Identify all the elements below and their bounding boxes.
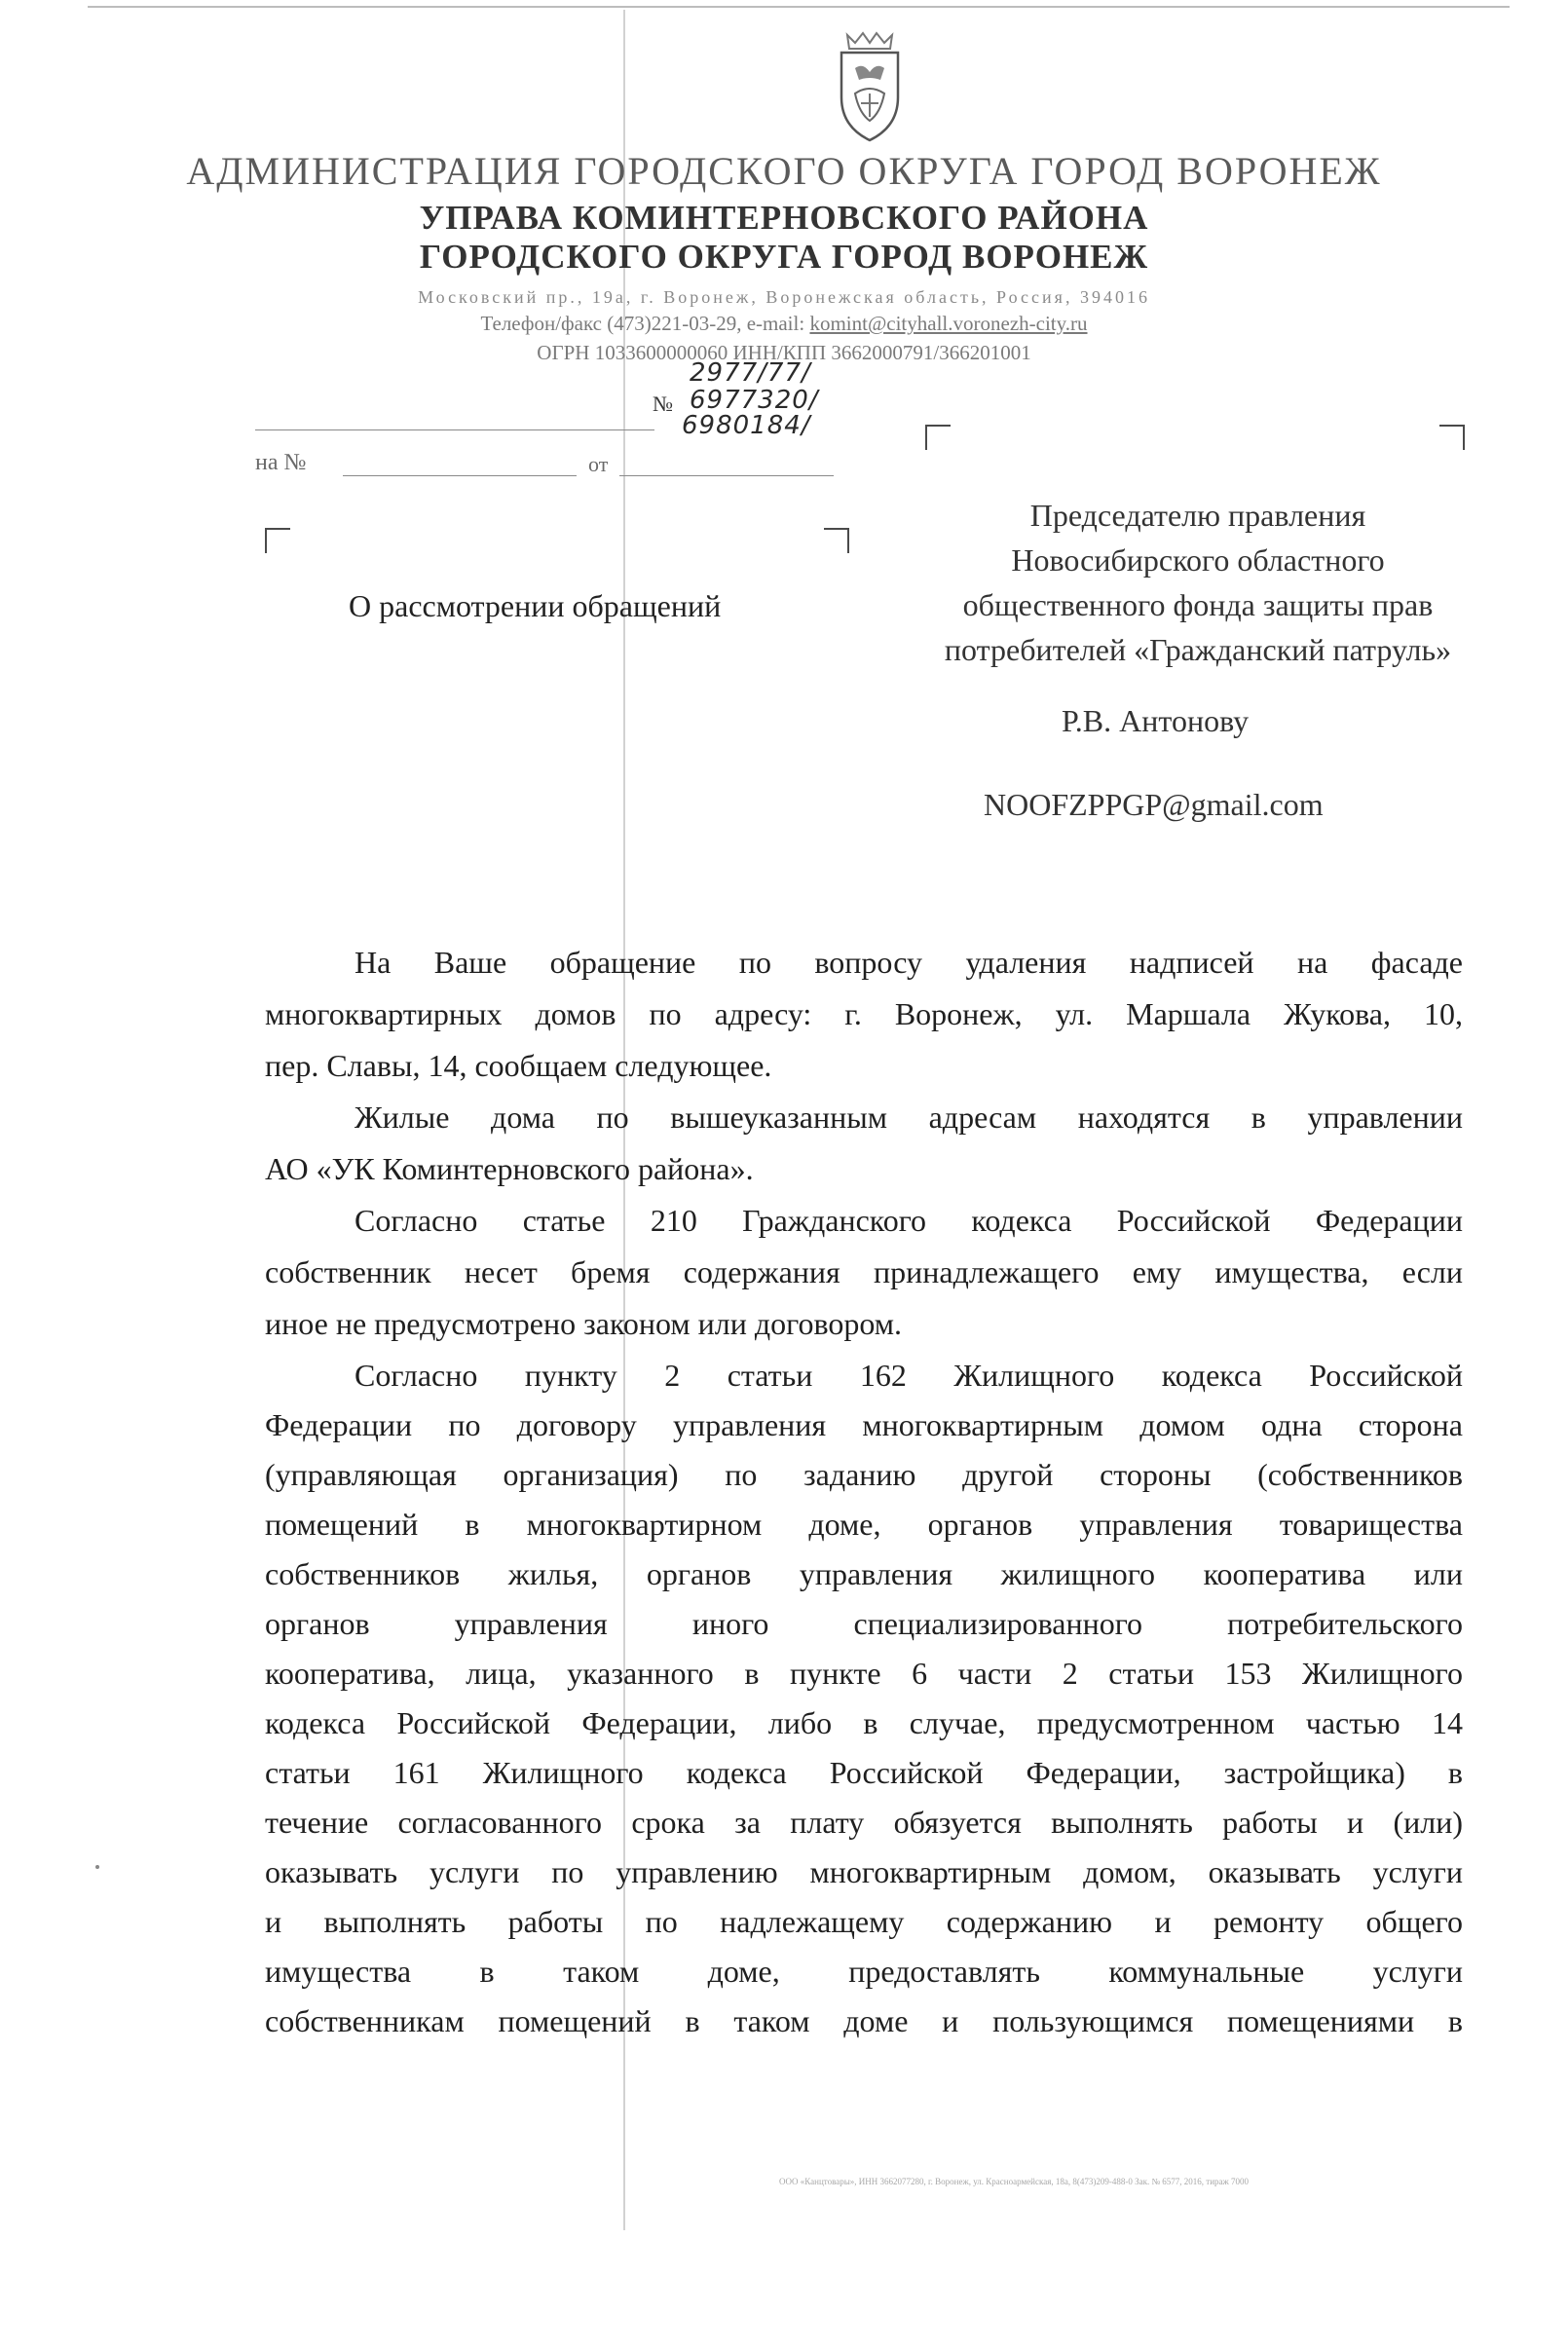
recipient-line: общественного фонда защиты прав (962, 587, 1434, 622)
body-line: Согласно статье 210 Гражданского кодекса Российской Федерации (355, 1203, 1463, 1238)
email-link[interactable]: komint@cityhall.voronezh-city.ru (809, 312, 1088, 335)
phone-fax: Телефон/факс (473)221-03-29, e-mail: (480, 312, 810, 335)
body-line: многоквартирных домов по адресу: г. Воронеж, ул. Маршала Жукова, 10, (265, 996, 1463, 1031)
recipient-corner-mark (925, 425, 951, 450)
body-line: Согласно пункту 2 статьи 162 Жилищного кодекса Российской (355, 1358, 1463, 1393)
postal-address: Московский пр., 19а, г. Воронеж, Воронежская область, Россия, 394016 (418, 287, 1150, 307)
subject-corner-mark (824, 528, 849, 553)
recipient-block (857, 493, 1539, 672)
administration-title: АДМИНИСТРАЦИЯ ГОРОДСКОГО ОКРУГА ГОРОД ВОРОНЕЖ (186, 149, 1382, 193)
body-line: (управляющая организация) по заданию другой стороны (собственников (265, 1457, 1463, 1492)
body-line: АО «УК Коминтерновского района». (265, 1151, 754, 1186)
top-edge-rule (88, 6, 1510, 8)
body-line: собственникам помещений в таком доме и пользующимся помещениями в (265, 2003, 1463, 2038)
voronezh-coat-of-arms-icon (826, 29, 914, 144)
uprava-title: УПРАВА КОМИНТЕРНОВСКОГО РАЙОНА (419, 199, 1149, 237)
body-line: течение согласованного срока за плату обязуется выполнять работы и (или) (265, 1805, 1463, 1840)
body-line: Жилые дома по вышеуказанным адресам находятся в управлении (355, 1100, 1463, 1135)
handwritten-number: 6980184/ (682, 411, 811, 440)
body-line: оказывать услуги по управлению многоквартирным домом, оказывать услуги (265, 1854, 1463, 1889)
recipient-email: NOOFZPPGP@gmail.com (984, 787, 1324, 822)
letter-subject: О рассмотрении обращений (349, 588, 722, 623)
reply-to-underline (343, 475, 577, 476)
body-line: иное не предусмотрено законом или договором. (265, 1306, 902, 1341)
outgoing-number-underline (255, 429, 654, 430)
body-line: кооператива, лица, указанного в пункте 6 части 2 статьи 153 Жилищного (265, 1656, 1463, 1691)
recipient-line: Председателю правления (1029, 498, 1366, 533)
contact-line (0, 312, 1568, 336)
date-underline (619, 475, 834, 476)
body-line: Федерации по договору управления многоквартирным домом одна сторона (265, 1407, 1463, 1442)
body-line: собственник несет бремя содержания принадлежащего ему имущества, если (265, 1254, 1463, 1289)
handwritten-number: 2977/77/ (690, 358, 811, 388)
recipient-corner-mark (1439, 425, 1465, 450)
recipient-name: Р.В. Антонову (1062, 703, 1250, 738)
body-line: органов управления иного специализированного потребительского (265, 1606, 1463, 1641)
printer-footer-note: ООО «Канцтовары», ИНН 3662077280, г. Воронеж, ул. Красноармейская, 18а, 8(473)209-488-0 Зак. № 6577, 2016, тираж 7000 (779, 2177, 1249, 2186)
ogrn-inn-kpp: ОГРН 1033600000060 ИНН/КПП 3662000791/366201001 (537, 341, 1031, 364)
body-line: имущества в таком доме, предоставлять коммунальные услуги (265, 1954, 1463, 1989)
subject-corner-mark (265, 528, 290, 553)
body-line: кодекса Российской Федерации, либо в случае, предусмотренном частью 14 (265, 1705, 1463, 1740)
recipient-line: потребителей «Гражданский патруль» (944, 632, 1452, 667)
handwritten-number: 6977320/ (690, 386, 819, 415)
body-line: собственников жилья, органов управления жилищного кооператива или (265, 1556, 1463, 1591)
body-line: статьи 161 Жилищного кодекса Российской Федерации, застройщика) в (265, 1755, 1463, 1790)
date-label: от (588, 452, 609, 476)
scan-speck (95, 1865, 99, 1869)
recipient-line: Новосибирского областного (1011, 542, 1385, 578)
uprava-subtitle: ГОРОДСКОГО ОКРУГА ГОРОД ВОРОНЕЖ (419, 238, 1149, 276)
body-line: и выполнять работы по надлежащему содержанию и ремонту общего (265, 1904, 1463, 1939)
body-line: помещений в многоквартирном доме, органов управления товарищества (265, 1507, 1463, 1542)
outgoing-number-sign: № (653, 392, 673, 416)
body-line: пер. Славы, 14, сообщаем следующее. (265, 1048, 772, 1083)
body-line: На Ваше обращение по вопросу удаления надписей на фасаде (355, 945, 1463, 980)
reply-to-label: на № (255, 450, 307, 475)
